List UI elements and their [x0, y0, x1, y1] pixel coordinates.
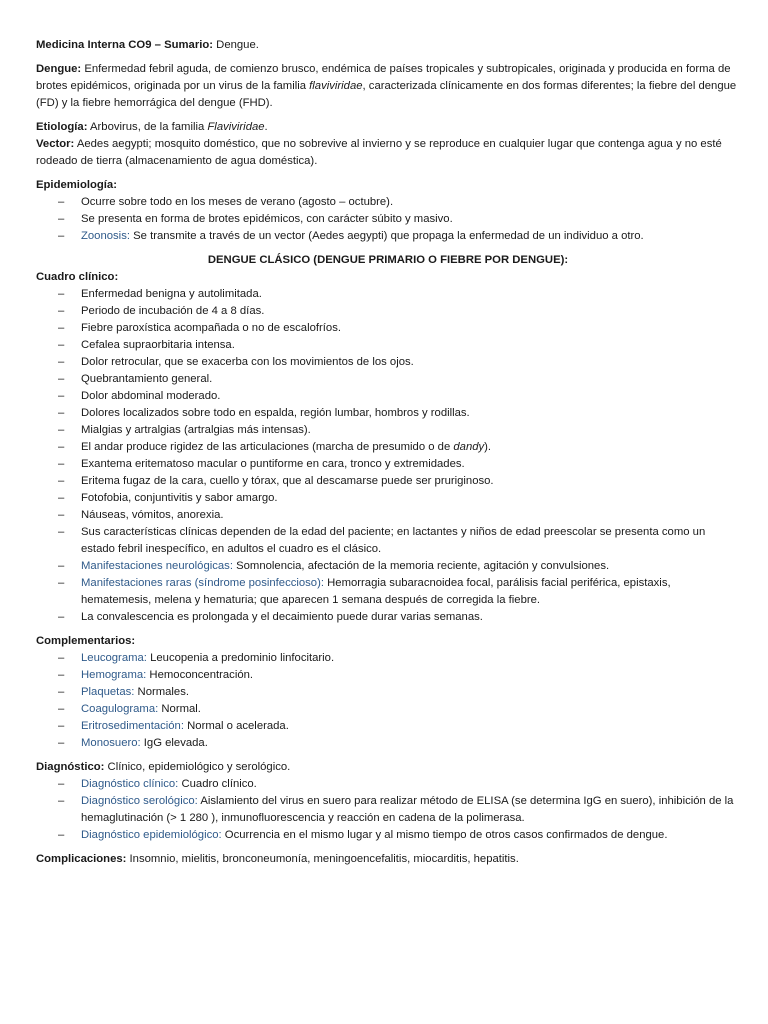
list-item: – Zoonosis: Se transmite a través de un vector (Aedes aegypti) que propaga la enfermedad de un individuo a otro. — [58, 230, 644, 242]
list-item: – Mialgias y artralgias (artralgias más intensas). — [58, 424, 311, 436]
vector: Vector: Aedes aegypti; mosquito doméstico, que no sobrevive al invierno y se reproduce en cualquier lugar que contenga agua y no esté rodeado de tierra (almacenamiento de agua doméstica). — [36, 138, 722, 167]
list-item: – Dolores localizados sobre todo en espalda, región lumbar, hombros y rodillas. — [58, 407, 470, 419]
complementarios-list — [36, 650, 740, 752]
etiologia: Etiología: Arbovirus, de la familia Flaviviridae. — [36, 121, 268, 133]
complicaciones: Complicaciones: Insomnio, mielitis, bronconeumonía, meningoencefalitis, miocarditis, hepatitis. — [36, 853, 519, 865]
complementarios-heading: Complementarios: — [36, 635, 136, 647]
epidemiologia-list — [36, 194, 740, 245]
section-heading: DENGUE CLÁSICO (DENGUE PRIMARIO O FIEBRE POR DENGUE): — [207, 254, 569, 266]
list-item: – Enfermedad benigna y autolimitada. — [58, 288, 262, 300]
list-item: – Leucograma: Leucopenia a predominio linfocitario. — [58, 652, 335, 664]
list-item: – Coagulograma: Normal. — [58, 703, 201, 715]
list-item: – Exantema eritematoso macular o puntiforme en cara, tronco y extremidades. — [58, 458, 465, 470]
list-item: – Cefalea supraorbitaria intensa. — [58, 339, 235, 351]
list-item: – Se presenta en forma de brotes epidémicos, con carácter súbito y masivo. — [58, 213, 453, 225]
doc-title: Medicina Interna CO9 – Sumario: Dengue. — [36, 39, 259, 51]
list-item: – Ocurre sobre todo en los meses de verano (agosto – octubre). — [58, 196, 394, 208]
list-item: – Hemograma: Hemoconcentración. — [58, 669, 254, 681]
list-item: – Diagnóstico clínico: Cuadro clínico. — [58, 778, 257, 790]
list-item: – Dolor abdominal moderado. — [58, 390, 221, 402]
list-item: – Diagnóstico serológico: Aislamiento del virus en suero para realizar método de ELISA (se determina IgG en suero), inhibición de la hemaglutinación (> 1 280 ), inmunofluorescencia y reacción en cadena de la polimerasa. — [58, 795, 734, 824]
list-item: – Manifestaciones neurológicas: Somnolencia, afectación de la memoria reciente, agitación y convulsiones. — [58, 560, 610, 572]
list-item: – Manifestaciones raras (síndrome posinfeccioso): Hemorragia subaracnoidea focal, parálisis facial periférica, epistaxis, hematemesis, melena y hematuria; que aparecen 1 semana después de corregida la fiebre. — [58, 577, 671, 606]
list-item: – La convalescencia es prolongada y el decaimiento puede durar varias semanas. — [58, 611, 483, 623]
cuadro-clinico-heading: Cuadro clínico: — [36, 271, 119, 283]
list-item: – Dolor retrocular, que se exacerba con los movimientos de los ojos. — [58, 356, 414, 368]
diagnostico: Diagnóstico: Clínico, epidemiológico y serológico. — [36, 761, 291, 773]
list-item: – Eritrosedimentación: Normal o acelerada. — [58, 720, 289, 732]
list-item: – Plaquetas: Normales. — [58, 686, 190, 698]
list-item: – Diagnóstico epidemiológico: Ocurrencia en el mismo lugar y al mismo tiempo de otros casos confirmados de dengue. — [58, 829, 668, 841]
dengue-definition: Dengue: Enfermedad febril aguda, de comienzo brusco, endémica de países tropicales y subtropicales, originada y producida en forma de brotes epidémicos, originada por un virus de la familia flaviviridae, caracterizada clínicamente en dos formas diferentes; la fiebre del dengue (FD) y la fiebre hemorrágica del dengue (FHD). — [36, 63, 737, 109]
list-item: – Monosuero: IgG elevada. — [58, 737, 208, 749]
list-item: – Quebrantamiento general. — [58, 373, 213, 385]
list-item: – Fotofobia, conjuntivitis y sabor amargo. — [58, 492, 278, 504]
list-item: – Periodo de incubación de 4 a 8 días. — [58, 305, 265, 317]
epidemiologia-heading: Epidemiología: — [36, 179, 117, 191]
cuadro-clinico-list — [36, 286, 740, 626]
list-item: – Náuseas, vómitos, anorexia. — [58, 509, 224, 521]
list-item: – El andar produce rigidez de las articulaciones (marcha de presumido o de dandy). — [58, 441, 492, 453]
list-item: – Fiebre paroxística acompañada o no de escalofríos. — [58, 322, 341, 334]
list-item: – Sus características clínicas dependen de la edad del paciente; en lactantes y niños de edad preescolar se presenta como un estado febril inespecífico, en adultos el cuadro es el clásico. — [58, 526, 706, 555]
list-item: – Eritema fugaz de la cara, cuello y tórax, que al descamarse puede ser pruriginoso. — [58, 475, 494, 487]
diagnostico-list — [36, 776, 740, 844]
